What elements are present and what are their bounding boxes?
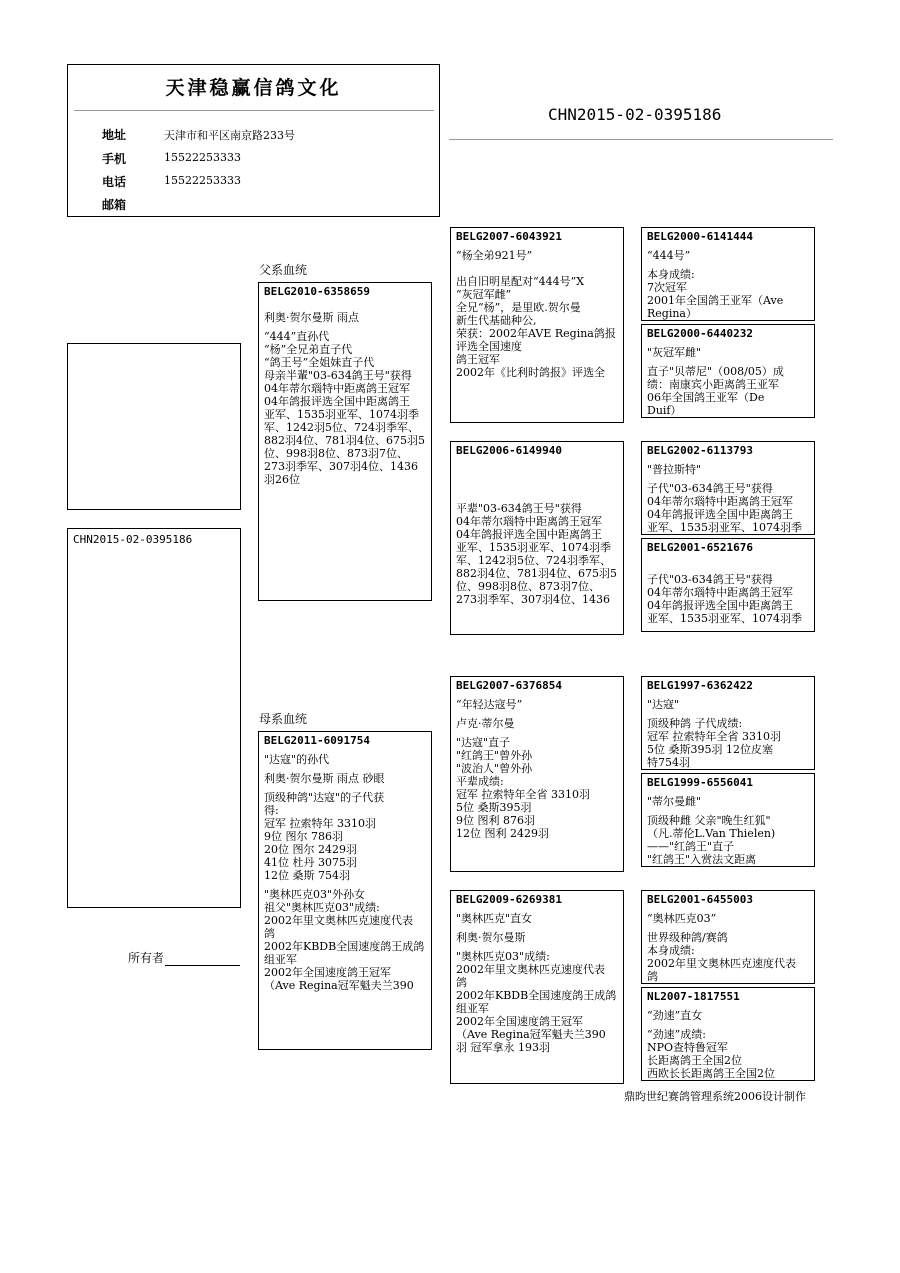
dam-sire-info-line: 12位 图利 2429羽 xyxy=(456,827,549,840)
dam-sire-info-line: "红鸽王"曾外孙 xyxy=(456,749,533,762)
sire-sire-info-line: 鸽王冠军 xyxy=(456,353,500,366)
dam-dam-sire-box xyxy=(641,890,815,984)
dam-sire-info-line: 5位 桑斯395羽 xyxy=(456,801,532,814)
dam-info-line: "达寇"的孙代 xyxy=(264,753,330,766)
ssd-info-line: 绩：南康宾小距离鸽王亚军 xyxy=(647,378,779,391)
dam-info-line: 2002年里文奥林匹克速度代表 xyxy=(264,914,413,927)
header-divider xyxy=(74,110,434,111)
sire-dam-dam-box xyxy=(641,538,815,632)
dam-dam-ring: BELG2009-6269381 xyxy=(456,893,562,906)
sire-ring: BELG2010-6358659 xyxy=(264,285,370,298)
sire-info-line: 母亲半輩"03-634鸽王号"获得 xyxy=(264,369,412,382)
sire-info-line: 亚军、1535羽亚军、1074羽季 xyxy=(264,408,419,421)
sire-info-line: 882羽4位、781羽4位、675羽5 xyxy=(264,434,425,447)
dss-info-line: 顶级种鸽 子代成绩: xyxy=(647,717,743,730)
owner-underline xyxy=(165,965,240,966)
dam-sire-sire-box xyxy=(641,676,815,770)
dds-info-line: “奥林匹克03” xyxy=(647,912,717,925)
dam-info-line: 祖父"奥林匹克03"成绩: xyxy=(264,901,380,914)
dds-ring: BELG2001-6455003 xyxy=(647,893,753,906)
dam-dam-info-line: 羽 冠军拿永 193羽 xyxy=(456,1041,550,1054)
sire-dam-info-line: 04年蒂尔瑙特中距离鸽王冠军 xyxy=(456,515,602,528)
sire-sire-box xyxy=(450,227,624,423)
dam-sire-info-line: 卢克·蒂尔曼 xyxy=(456,717,515,730)
sire-sire-info-line: “灰冠军雌” xyxy=(456,288,512,301)
dam-dam-dam-box xyxy=(641,987,815,1081)
ssd-info-line: Duif） xyxy=(647,404,682,417)
dam-info-line: 2002年KBDB全国速度鸽王成鸽 xyxy=(264,940,425,953)
subject-ring: CHN2015-02-0395186 xyxy=(73,533,193,546)
dsd-info-line: "蒂尔曼雌" xyxy=(647,795,702,808)
dam-sire-info-line: 9位 图利 876羽 xyxy=(456,814,535,827)
ssd-info-line: 06年全国鸽王亚军（De xyxy=(647,391,765,404)
mobile-label: 手机 xyxy=(102,152,127,166)
ddd-info-line: “劲速”成绩: xyxy=(647,1028,706,1041)
dam-info-line: （Ave Regina冠军魁夫兰390 xyxy=(264,979,414,992)
sire-info-line: 位、998羽8位、873羽7位、 xyxy=(264,447,408,460)
sds-info-line: 04年蒂尔瑙特中距离鸽王冠军 xyxy=(647,495,793,508)
sire-info-line: “鸽王号”全姐妹直子代 xyxy=(264,356,375,369)
email-label: 邮箱 xyxy=(102,198,127,212)
sire-dam-info-line: 军、1242羽5位、724羽季军、 xyxy=(456,554,611,567)
sire-sire-sire-box xyxy=(641,227,815,321)
dam-sire-dam-box xyxy=(641,773,815,867)
sire-dam-info-line: 位、998羽8位、873羽7位、 xyxy=(456,580,600,593)
subject-box xyxy=(67,528,241,908)
dam-dam-info-line: 2002年里文奥林匹克速度代表 xyxy=(456,963,605,976)
dam-dam-info-line: （Ave Regina冠军魁夫兰390 xyxy=(456,1028,606,1041)
dam-info-line: 20位 图尔 2429羽 xyxy=(264,843,357,856)
sss-info-line: 7次冠军 xyxy=(647,281,687,294)
dam-ring: BELG2011-6091754 xyxy=(264,734,370,747)
sire-sire-info-line: 荣获：2002年AVE Regina鸽报 xyxy=(456,327,616,340)
dam-sire-ring: BELG2007-6376854 xyxy=(456,679,562,692)
dam-dam-info-line: 2002年KBDB全国速度鸽王成鸽 xyxy=(456,989,617,1002)
sds-ring: BELG2002-6113793 xyxy=(647,444,753,457)
ddd-ring: NL2007-1817551 xyxy=(647,990,740,1003)
sire-info-line: 04年鸽报评选全国中距离鸽王 xyxy=(264,395,410,408)
sire-info-line: 羽26位 xyxy=(264,473,300,486)
sire-dam-info-line: 亚军、1535羽亚军、1074羽季 xyxy=(456,541,611,554)
sire-dam-info-line: 平辈"03-634鸽王号"获得 xyxy=(456,502,582,515)
dds-info-line: 2002年里文奥林匹克速度代表 xyxy=(647,957,796,970)
dam-dam-info-line: 鸽 xyxy=(456,976,467,989)
sire-dam-info-line: 04年鸽报评选全国中距离鸽王 xyxy=(456,528,602,541)
ddd-info-line: 西欧长长距离鸽王全国2位 xyxy=(647,1067,775,1080)
address-label: 地址 xyxy=(102,128,127,142)
sire-dam-sire-box xyxy=(641,441,815,535)
address-value: 天津市和平区南京路233号 xyxy=(164,129,295,142)
dam-sire-info-line: “年轻达寇号” xyxy=(456,698,523,711)
sire-dam-box xyxy=(450,441,624,635)
sdd-info-line: 子代"03-634鸽王号"获得 xyxy=(647,573,773,586)
sss-info-line: 本身成绩: xyxy=(647,268,695,281)
dam-dam-info-line: 2002年全国速度鸽王冠军 xyxy=(456,1015,583,1028)
sss-info-line: 2001年全国鸽王亚军（Ave xyxy=(647,294,784,307)
photo-box xyxy=(67,343,241,510)
sire-info-line: “杨”全兄弟直子代 xyxy=(264,343,353,356)
footer-credit: 鼎昀世纪赛鸽管理系统2006设计制作 xyxy=(624,1090,806,1103)
header-box xyxy=(67,64,440,217)
dam-info-line: 2002年全国速度鸽王冠军 xyxy=(264,966,391,979)
dam-sire-box xyxy=(450,676,624,872)
dam-dam-info-line: 组亚军 xyxy=(456,1002,489,1015)
dam-info-line: 鸽 xyxy=(264,927,275,940)
dsd-info-line: ——"红鸽王"直子 xyxy=(647,840,735,853)
dam-info-line: 利奥·贺尔曼斯 雨点 砂眼 xyxy=(264,772,385,785)
ddd-info-line: “劲速”直女 xyxy=(647,1009,703,1022)
sds-info-line: 子代"03-634鸽王号"获得 xyxy=(647,482,773,495)
ddd-info-line: 长距离鸽王全国2位 xyxy=(647,1054,742,1067)
dds-info-line: 鸽 xyxy=(647,970,658,983)
sds-info-line: "普拉斯特" xyxy=(647,463,702,476)
dss-info-line: 5位 桑斯395羽 12位皮塞 xyxy=(647,743,773,756)
sds-info-line: 04年鸽报评选全国中距离鸽王 xyxy=(647,508,793,521)
top-ring-underline xyxy=(449,139,833,140)
dsd-ring: BELG1999-6556041 xyxy=(647,776,753,789)
sdd-info-line: 04年鸽报评选全国中距离鸽王 xyxy=(647,599,793,612)
sire-info-line: 04年蒂尔瑙特中距离鸽王冠军 xyxy=(264,382,410,395)
dss-ring: BELG1997-6362422 xyxy=(647,679,753,692)
sire-sire-info-line: 全兄“杨”，是里欧.贺尔曼 xyxy=(456,301,581,314)
dss-info-line: "达寇" xyxy=(647,698,680,711)
dam-sire-info-line: 冠军 拉索特年全省 3310羽 xyxy=(456,788,590,801)
dss-info-line: 特754羽 xyxy=(647,756,690,769)
sire-sire-info-line: 出自旧明星配对“444号”X xyxy=(456,275,585,288)
sire-sire-dam-box xyxy=(641,324,815,418)
mobile-value: 15522253333 xyxy=(164,151,241,164)
dam-sire-info-line: "波治人"曾外孙 xyxy=(456,762,533,775)
ssd-info-line: "灰冠军雌" xyxy=(647,346,702,359)
dss-info-line: 冠军 拉索特年全省 3310羽 xyxy=(647,730,781,743)
dam-info-line: 41位 杜丹 3075羽 xyxy=(264,856,357,869)
dam-dam-info-line: "奥林匹克"直女 xyxy=(456,912,533,925)
phone-value: 15522253333 xyxy=(164,174,241,187)
sire-sire-info-line: 新生代基础种公, xyxy=(456,314,537,327)
owner-label: 所有者 xyxy=(128,951,165,965)
ssd-info-line: 直子"贝蒂尼"（008/05）成 xyxy=(647,365,784,378)
dsd-info-line: "红鸽王"入赏法文距离 xyxy=(647,853,757,866)
sire-info-line: 利奥·贺尔曼斯 雨点 xyxy=(264,311,359,324)
dam-dam-box xyxy=(450,890,624,1084)
dam-info-line: 组亚军 xyxy=(264,953,297,966)
dam-info-line: "奥林匹克03"外孙女 xyxy=(264,888,366,901)
sire-info-line: 军、1242羽5位、724羽季军、 xyxy=(264,421,419,434)
phone-label: 电话 xyxy=(102,175,127,189)
sire-sire-ring: BELG2007-6043921 xyxy=(456,230,562,243)
sss-info-line: “444号” xyxy=(647,249,691,262)
sss-ring: BELG2000-6141444 xyxy=(647,230,753,243)
dam-info-line: 9位 图尔 786羽 xyxy=(264,830,343,843)
dam-dam-info-line: 利奥·贺尔曼斯 xyxy=(456,931,526,944)
dds-info-line: 本身成绩: xyxy=(647,944,695,957)
sire-dam-info-line: 273羽季军、307羽4位、1436 xyxy=(456,593,610,606)
dam-info-line: 得: xyxy=(264,804,279,817)
dsd-info-line: （凡.蒂伦L.Van Thielen) xyxy=(647,827,776,840)
dam-info-line: 冠军 拉索特年 3310羽 xyxy=(264,817,376,830)
sdd-ring: BELG2001-6521676 xyxy=(647,541,753,554)
sire-info-line: “444”直孙代 xyxy=(264,330,330,343)
sire-sire-info-line: 评选全国速度 xyxy=(456,340,522,353)
sire-sire-info-line: “杨全弟921号” xyxy=(456,249,533,262)
sdd-info-line: 04年蒂尔瑙特中距离鸽王冠军 xyxy=(647,586,793,599)
sire-info-line: 273羽季军、307羽4位、1436 xyxy=(264,460,418,473)
dam-dam-info-line: "奥林匹克03"成绩: xyxy=(456,950,550,963)
company-name: 天津稳赢信鸽文化 xyxy=(165,77,342,99)
dds-info-line: 世界级种鸽/赛鸽 xyxy=(647,931,728,944)
sire-sire-info-line: 2002年《比利时鸽报》评选全 xyxy=(456,366,605,379)
dam-info-line: 顶级种鸽"达寇"的子代获 xyxy=(264,791,385,804)
dam-sire-info-line: 平辈成绩: xyxy=(456,775,504,788)
ddd-info-line: NPO查特鲁冠军 xyxy=(647,1041,729,1054)
sire-dam-ring: BELG2006-6149940 xyxy=(456,444,562,457)
dsd-info-line: 顶级种雌 父亲"晚生红狐" xyxy=(647,814,771,827)
father-section-label: 父系血统 xyxy=(259,263,308,277)
sds-info-line: 亚军、1535羽亚军、1074羽季 xyxy=(647,521,802,534)
sdd-info-line: 亚军、1535羽亚军、1074羽季 xyxy=(647,612,802,625)
dam-info-line: 12位 桑斯 754羽 xyxy=(264,869,350,882)
sire-box xyxy=(258,282,432,601)
sire-dam-info-line: 882羽4位、781羽4位、675羽5 xyxy=(456,567,617,580)
sss-info-line: Regina） xyxy=(647,307,697,320)
mother-section-label: 母系血统 xyxy=(259,712,308,726)
dam-sire-info-line: "达寇"直子 xyxy=(456,736,511,749)
ssd-ring: BELG2000-6440232 xyxy=(647,327,753,340)
dam-box xyxy=(258,731,432,1050)
top-ring-number: CHN2015-02-0395186 xyxy=(548,105,722,124)
